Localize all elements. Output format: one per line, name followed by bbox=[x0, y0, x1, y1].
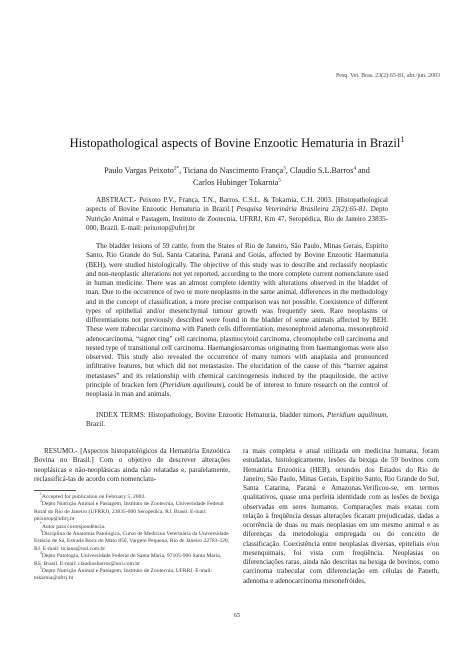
footnote-marker: * bbox=[40, 521, 42, 526]
author-footnote-marker: 2* bbox=[173, 165, 180, 172]
abstract-address: Depto Nutrição Animal e Pastagem, Instituto de Zootecnia, UFRRJ, Km 47, Seropédica, Rio de Janeiro 23835-000, Brazil. E-mail: peixotop@ufrrj.br bbox=[86, 205, 389, 232]
footnote-marker: 2 bbox=[40, 499, 42, 504]
footnote-marker: 5 bbox=[40, 566, 42, 571]
resumo-left-column: RESUMO.- [Aspectos histopatológicos da Hematúria Enzoótica Bovina no Brasil.] Com o objetivo de descrever alterações neoplásicas e não-neoplásicas ainda não relatadas e, paralelamente, reclassificá-las de acordo com nomenclatu- bbox=[34, 447, 230, 483]
species-name: Pteridium aquilinum bbox=[162, 380, 222, 389]
index-terms-text: INDEX TERMS: Histopathology, Bovine Enzootic Hematuria, bladder tumors, bbox=[96, 411, 328, 419]
resumo-right-column: ra mais completa e atual utilizada em medicina humana, foram estudadas, histologicamente, lesões da bexiga de 59 bovinos com Hematúria Enzoótica (HEB), oriundos dos Estados do Rio de Janeiro, São Paulo, Minas Gerais, Espírito Santo, Rio Grande do Sul, Santa Catarina, Paraná e Amazonas.Verificou-se, em termos qualitativos, quase uma perfeita identidade com as lesões de bexiga observadas em seres humanos. Comparações mais exatas com relação à freqüência dessas alterações ficaram prejudicadas, dadas a ocorrência de duas ou mais neoplasias em um mesmo animal e as diferenças da metodologia empregada ou do conceito de classificação. Coexistência entre neoplasias diversas, epiteliais e/ou mesenquimais, foi vista com freqüência. Neoplasias ou diferenciações raras, ainda não descritas na bexiga de bovinos, como carcinoma trabecular com diferenciação em células de Paneth, adenoma e adenocarcinoma mesonefróides, bbox=[243, 447, 439, 585]
abstract-lead: ABSTRACT.- Peixoto P.V., França, T.N., Barros, C.S.L. & Tokarnia, C.H. 2003. [Histopathological aspects of Bovine Enzootic Hematuria in Brazil.] bbox=[86, 196, 388, 214]
footnote-marker: 4 bbox=[40, 551, 42, 556]
footnote-text: Depto Nutrição Animal e Pastagem, Instituto de Zootecnia, Universidade Federal Rural do Rio de Janeiro (UFRRJ), 23835-000 Seropédica, RJ. Brasil. E-mail: peixotop@ufrrj.br bbox=[34, 501, 224, 523]
footnote-marker: 3 bbox=[40, 529, 42, 534]
title-footnote-marker: 1 bbox=[400, 134, 405, 144]
footnotes bbox=[34, 494, 230, 583]
abstract-body-end: ), could be of interest to future research on the control of neoplasia in man and animals. bbox=[86, 380, 388, 398]
abstract-journal: Pesquisa Veterinária Brasileira 23(2):65-81. bbox=[233, 205, 368, 214]
footnote-item bbox=[34, 501, 230, 523]
author-footnote-marker: 3 bbox=[283, 165, 286, 172]
footnote-item bbox=[34, 521, 230, 534]
paper-title bbox=[40, 136, 434, 151]
footnote-divider bbox=[34, 490, 76, 491]
footnote-text: Disciplina de Anatomia Patológica, Curso de Medicina Veterinária da Universidade Estácio de Sá, Estrada Boca do Mato 850, Vargem Pequena, Rio de Janeiro 22783-320, RJ. E-mail: ticiana@uol.com.br bbox=[34, 531, 230, 552]
abstract-body bbox=[86, 242, 388, 399]
abstract-body-text: The bladder lesions of 59 cattle, from the States of Rio de Janeiro, São Paulo, Minas Gerais, Espírito Santo, Rio Grande do Sul, Santa Catarina, Paraná and Goiás, affected by Bovine Enzootic Haematuria (BEH), were studied histologically. The objective of this study was to describe and reclassify neoplastic and non-neoplastic alterations not yet reported, according to the more complete current nomenclature used in human medicine. There was an almost complete identity with alterations observed in the bladder of man. Due to the occurrence of two or more neoplasms in the same animal, differences in the methodology and in the concept of classification, a more precise comparison was not possible. Coexistence of different types of epithelial and/or mesenchymal tumour growth was frequently seen. Rare neoplasms or differentiations not previously described were found in the bladder of some animals affected by BEH. These were trabecular carcinoma with Paneth cells differentiation, mesonephroid adenoma, mesonephroid adenocarcinoma, “signet ring” cell carcinoma, plasmocytoid carcinoma, chromophobe cell carcinoma and nested type of transitional cell carcinoma. Haemangiosarcomas originating from haemangiomas were also observed. This study also revealed the occurrence of many tumors with anaplasia and pronounced infiltrative features, but which did not metastasize. The elucidation of the cause of this “barrier against metastases” and its relationship with chemical carcinogenesis induced by the ptaquiloside, the active principle of bracken fern ( bbox=[86, 242, 388, 389]
index-terms-end: , Brazil. bbox=[86, 411, 388, 429]
author-name: Paulo Vargas Peixoto bbox=[104, 166, 174, 175]
footnote-text: Accepted for publication on February 5, 2003. bbox=[41, 494, 146, 500]
index-terms-species: Pteridium aquilinum bbox=[327, 411, 387, 419]
author-footnote-marker: 5 bbox=[278, 176, 281, 183]
author-name: , Ticiana do Nascimento França bbox=[179, 166, 284, 175]
author-footnote-marker: 4 bbox=[353, 165, 356, 172]
page-number: 65 bbox=[233, 612, 241, 619]
paper-title-text: Histopathological aspects of Bovine Enzootic Hematuria in Brazil bbox=[69, 136, 401, 150]
author-name: Carlos Hubinger Tokarnia bbox=[193, 177, 279, 187]
footnote-text: Depto Patologia, Universidade Federal de Santa Maria, 97105-900 Santa Maria, RS. Brasil. E-mail: claudiosbarros@uol.com.br bbox=[34, 553, 222, 567]
footnote-text: Autor para correspondência. bbox=[41, 523, 106, 530]
footnote-item bbox=[34, 551, 230, 571]
footnote-text: Depto Nutrição Animal e Pastagem, Instituto de Zootecnia, UFRRJ. E-mail: tokarnia@ufrrj.br bbox=[34, 568, 213, 582]
footnote-item bbox=[34, 568, 230, 583]
index-terms bbox=[86, 411, 388, 430]
author-name: , Claudio S.L.Barros bbox=[285, 166, 354, 175]
author-list bbox=[60, 165, 414, 188]
journal-reference: Pesq. Vet. Bras. 23(2):65-81, abr./jun. 2003 bbox=[335, 73, 440, 79]
abstract-citation bbox=[86, 196, 388, 233]
footnote-item bbox=[34, 529, 230, 556]
author-conjunction: and bbox=[356, 166, 370, 175]
footnote-marker: 1 bbox=[40, 492, 42, 497]
